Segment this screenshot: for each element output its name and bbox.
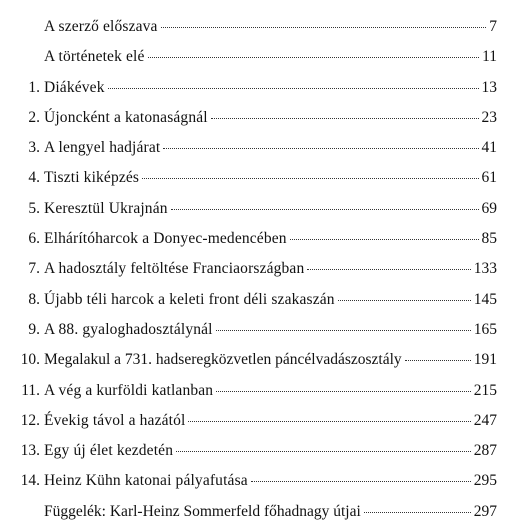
toc-entry-page: 287 (473, 442, 497, 460)
dot-leader (290, 238, 479, 240)
toc-entry-page: 7 (489, 18, 497, 35)
toc-entry-page: 61 (481, 169, 497, 187)
toc-entry-chapter-5 (0, 194, 517, 224)
toc-entry-number: 5. (28, 199, 40, 217)
dot-leader (188, 420, 470, 422)
dot-leader (161, 26, 487, 28)
toc-entry-number: 7. (28, 260, 40, 278)
dot-leader (405, 359, 471, 361)
toc-entry-title: Diákévek (44, 78, 105, 96)
toc-entry-foreword (0, 12, 517, 42)
toc-entry-chapter-9 (0, 315, 517, 345)
toc-entry-title: Évekig távol a hazától (44, 411, 186, 429)
toc-entry-title: A vég a kurföldi katlanban (44, 381, 214, 399)
toc-entry-number: 10. (20, 351, 40, 369)
toc-entry-number: 3. (28, 139, 40, 157)
toc-entry-chapter-3 (0, 133, 517, 163)
toc-entry-number: 1. (28, 78, 40, 96)
toc-entry-title: A hadosztály feltöltése Franciaországban (44, 260, 305, 278)
toc-entry-number: 6. (28, 230, 40, 248)
dot-leader (364, 511, 471, 513)
toc-entry-page: 133 (473, 260, 497, 278)
dot-leader (163, 147, 478, 149)
dot-leader (211, 117, 479, 119)
toc-entry-page: 69 (481, 199, 497, 217)
toc-entry-title: Tiszti kiképzés (44, 169, 140, 187)
toc-entry-number: 13. (20, 442, 40, 460)
toc-entry-chapter-14 (0, 466, 517, 496)
toc-entry-page: 13 (481, 78, 497, 96)
toc-entry-chapter-6 (0, 224, 517, 254)
toc-entry-chapter-10 (0, 345, 517, 375)
toc-entry-intro (0, 42, 517, 72)
toc-entry-title: Keresztül Ukrajnán (44, 199, 168, 217)
toc-entry-number: 2. (28, 108, 40, 126)
toc-entry-title: A szerző előszava (44, 18, 158, 35)
toc-entry-number: 9. (28, 320, 40, 338)
toc-entry-title: Egy új élet kezdetén (44, 442, 174, 460)
dot-leader (307, 268, 470, 270)
toc-entry-title: A 88. gyaloghadosztálynál (44, 320, 213, 338)
toc-entry-title: A lengyel hadjárat (44, 139, 161, 157)
toc-entry-title: Újabb téli harcok a keleti front déli szakaszán (44, 290, 335, 308)
dot-leader (251, 480, 471, 482)
toc-entry-chapter-12 (0, 406, 517, 436)
toc-entry-title: Heinz Kühn katonai pályafutása (44, 472, 248, 490)
dot-leader (338, 299, 471, 301)
toc-entry-page: 85 (481, 230, 497, 248)
toc-entry-number: 12. (20, 411, 40, 429)
toc-entry-title: A történetek elé (44, 48, 145, 66)
toc-entry-page: 247 (473, 411, 497, 429)
toc-entry-page: 215 (473, 381, 497, 399)
toc-entry-chapter-2 (0, 103, 517, 133)
toc-entry-page: 297 (473, 502, 497, 520)
toc-entry-chapter-7 (0, 254, 517, 284)
toc-entry-page: 11 (482, 48, 497, 66)
dot-leader (142, 177, 478, 179)
dot-leader (176, 450, 471, 452)
toc-entry-number: 14. (20, 472, 40, 490)
toc-entry-number: 8. (28, 290, 40, 308)
toc-entry-chapter-11 (0, 376, 517, 406)
toc-entry-appendix (0, 497, 517, 527)
dot-leader (148, 56, 480, 58)
toc-entry-chapter-4 (0, 163, 517, 193)
toc-entry-page: 295 (473, 472, 497, 490)
toc-entry-title: Függelék: Karl-Heinz Sommerfeld főhadnagy útjai (44, 502, 361, 520)
toc-entry-chapter-1 (0, 73, 517, 103)
toc-entry-page: 41 (481, 139, 497, 157)
toc-entry-chapter-8 (0, 285, 517, 315)
dot-leader (171, 208, 479, 210)
dot-leader (108, 87, 479, 89)
dot-leader (216, 390, 471, 392)
toc-entry-page: 165 (473, 320, 497, 338)
toc-entry-page: 191 (473, 351, 497, 369)
toc-entry-number: 11. (21, 381, 40, 399)
dot-leader (216, 329, 471, 331)
toc-entry-page: 23 (481, 108, 497, 126)
toc-entry-title: Elhárítóharcok a Donyec-medencében (44, 230, 287, 248)
toc-entry-number: 4. (28, 169, 40, 187)
toc-entry-page: 145 (473, 290, 497, 308)
toc-entry-title: Megalakul a 731. hadseregközvetlen páncélvadászosztály (44, 351, 402, 369)
toc-entry-title: Újoncként a katonaságnál (44, 108, 208, 126)
toc-entry-chapter-13 (0, 436, 517, 466)
table-of-contents (0, 12, 517, 527)
